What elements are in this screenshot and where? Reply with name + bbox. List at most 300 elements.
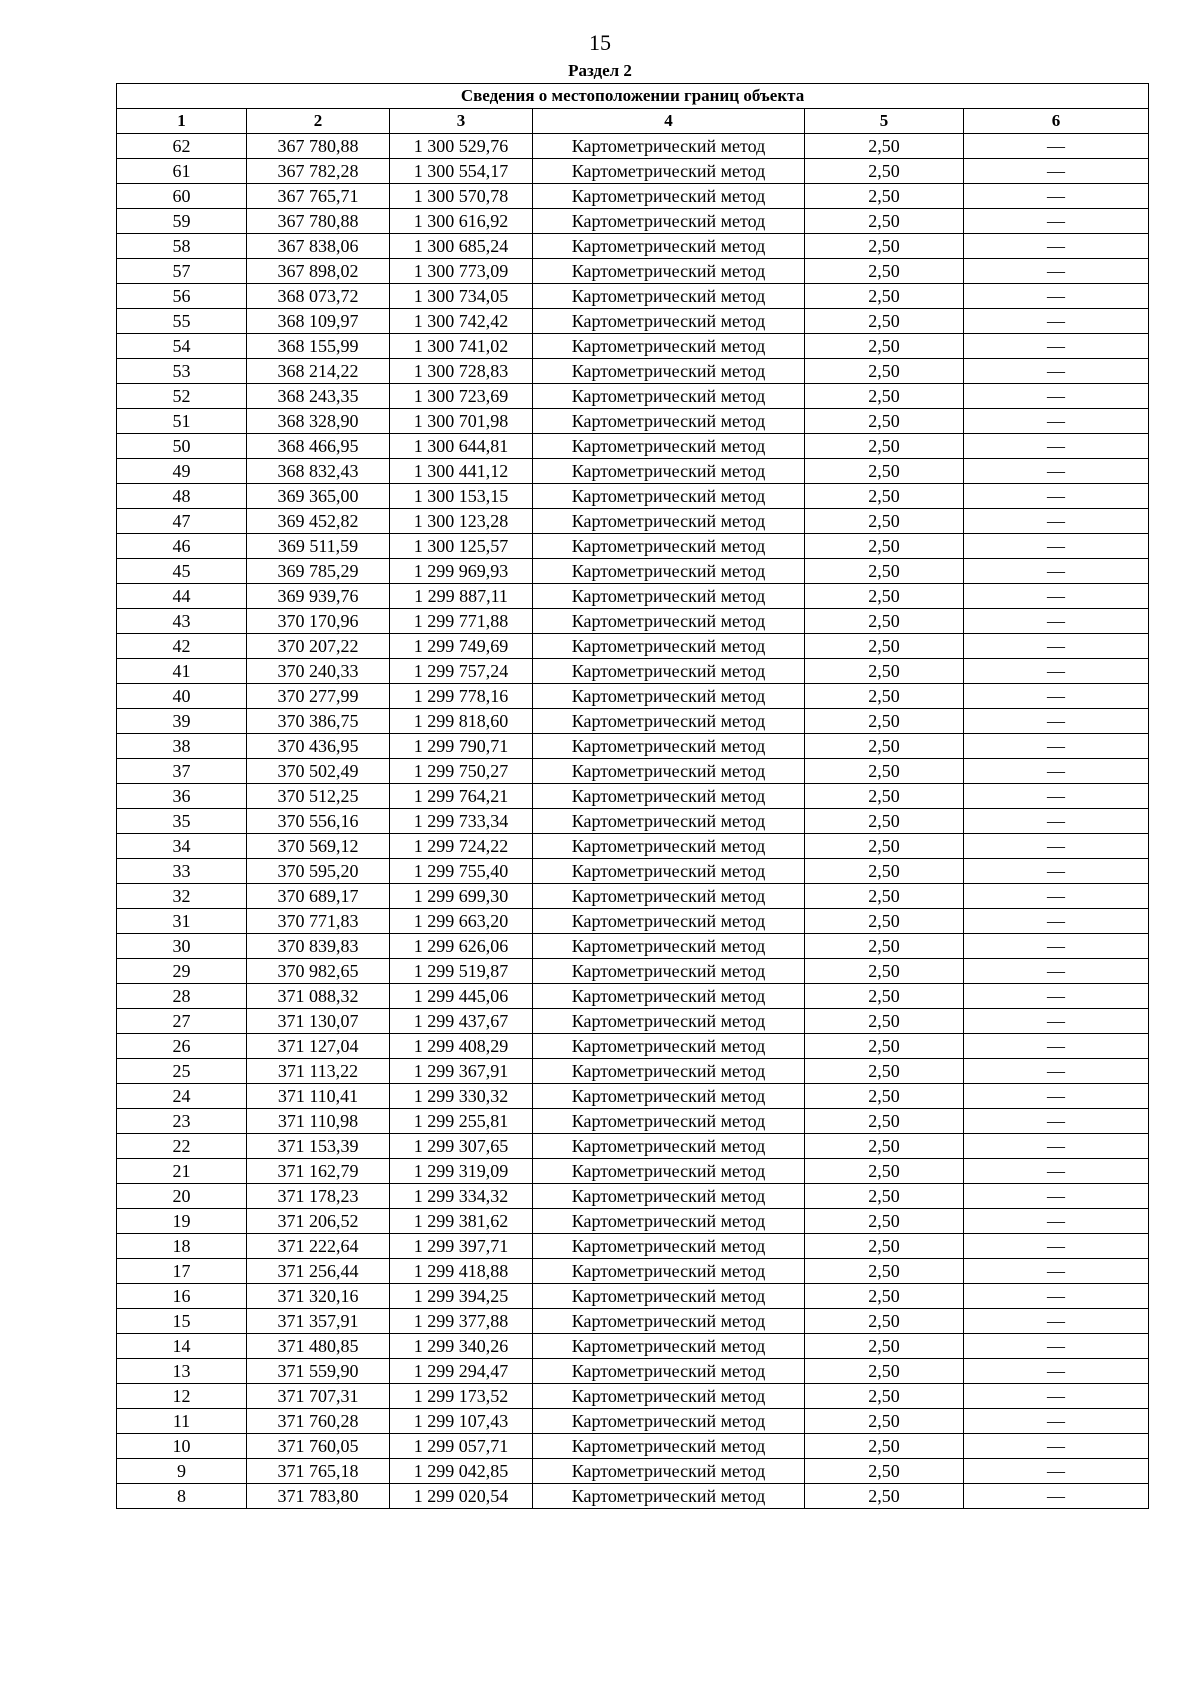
note-cell: — [964, 984, 1149, 1009]
table-row [117, 809, 1149, 834]
point-number-cell: 20 [117, 1184, 247, 1209]
boundary-coordinates-table [116, 83, 1149, 1509]
x-coordinate-cell: 370 436,95 [247, 734, 390, 759]
table-row [117, 1409, 1149, 1434]
table-row [117, 1084, 1149, 1109]
x-coordinate-cell: 371 760,05 [247, 1434, 390, 1459]
accuracy-cell: 2,50 [805, 384, 964, 409]
y-coordinate-cell: 1 299 020,54 [390, 1484, 533, 1509]
x-coordinate-cell: 371 110,98 [247, 1109, 390, 1134]
y-coordinate-cell: 1 299 255,81 [390, 1109, 533, 1134]
note-cell: — [964, 359, 1149, 384]
note-cell: — [964, 209, 1149, 234]
table-row [117, 1159, 1149, 1184]
x-coordinate-cell: 370 556,16 [247, 809, 390, 834]
x-coordinate-cell: 369 785,29 [247, 559, 390, 584]
column-header-2: 2 [247, 109, 390, 134]
note-cell: — [964, 1084, 1149, 1109]
point-number-cell: 15 [117, 1309, 247, 1334]
accuracy-cell: 2,50 [805, 409, 964, 434]
point-number-cell: 29 [117, 959, 247, 984]
x-coordinate-cell: 371 256,44 [247, 1259, 390, 1284]
table-row [117, 884, 1149, 909]
method-cell: Картометрический метод [533, 859, 805, 884]
y-coordinate-cell: 1 299 394,25 [390, 1284, 533, 1309]
accuracy-cell: 2,50 [805, 1159, 964, 1184]
y-coordinate-cell: 1 299 319,09 [390, 1159, 533, 1184]
point-number-cell: 30 [117, 934, 247, 959]
point-number-cell: 60 [117, 184, 247, 209]
x-coordinate-cell: 367 782,28 [247, 159, 390, 184]
accuracy-cell: 2,50 [805, 634, 964, 659]
table-row [117, 509, 1149, 534]
accuracy-cell: 2,50 [805, 134, 964, 159]
accuracy-cell: 2,50 [805, 1284, 964, 1309]
note-cell: — [964, 159, 1149, 184]
accuracy-cell: 2,50 [805, 1334, 964, 1359]
accuracy-cell: 2,50 [805, 809, 964, 834]
x-coordinate-cell: 370 595,20 [247, 859, 390, 884]
point-number-cell: 57 [117, 259, 247, 284]
column-header-3: 3 [390, 109, 533, 134]
point-number-cell: 12 [117, 1384, 247, 1409]
x-coordinate-cell: 371 110,41 [247, 1084, 390, 1109]
point-number-cell: 47 [117, 509, 247, 534]
method-cell: Картометрический метод [533, 1034, 805, 1059]
point-number-cell: 56 [117, 284, 247, 309]
y-coordinate-cell: 1 300 701,98 [390, 409, 533, 434]
table-row [117, 184, 1149, 209]
table-row [117, 1484, 1149, 1509]
y-coordinate-cell: 1 299 334,32 [390, 1184, 533, 1209]
note-cell: — [964, 1184, 1149, 1209]
point-number-cell: 13 [117, 1359, 247, 1384]
x-coordinate-cell: 368 109,97 [247, 309, 390, 334]
method-cell: Картометрический метод [533, 434, 805, 459]
y-coordinate-cell: 1 299 340,26 [390, 1334, 533, 1359]
x-coordinate-cell: 371 178,23 [247, 1184, 390, 1209]
x-coordinate-cell: 371 206,52 [247, 1209, 390, 1234]
x-coordinate-cell: 368 155,99 [247, 334, 390, 359]
x-coordinate-cell: 370 839,83 [247, 934, 390, 959]
accuracy-cell: 2,50 [805, 159, 964, 184]
x-coordinate-cell: 370 982,65 [247, 959, 390, 984]
method-cell: Картометрический метод [533, 459, 805, 484]
method-cell: Картометрический метод [533, 1109, 805, 1134]
note-cell: — [964, 759, 1149, 784]
table-row [117, 484, 1149, 509]
accuracy-cell: 2,50 [805, 659, 964, 684]
method-cell: Картометрический метод [533, 634, 805, 659]
table-row [117, 1434, 1149, 1459]
table-row [117, 134, 1149, 159]
point-number-cell: 43 [117, 609, 247, 634]
x-coordinate-cell: 371 357,91 [247, 1309, 390, 1334]
method-cell: Картометрический метод [533, 334, 805, 359]
note-cell: — [964, 1134, 1149, 1159]
table-row [117, 684, 1149, 709]
note-cell: — [964, 909, 1149, 934]
table-row [117, 634, 1149, 659]
y-coordinate-cell: 1 299 042,85 [390, 1459, 533, 1484]
method-cell: Картометрический метод [533, 1484, 805, 1509]
x-coordinate-cell: 371 320,16 [247, 1284, 390, 1309]
point-number-cell: 62 [117, 134, 247, 159]
x-coordinate-cell: 371 760,28 [247, 1409, 390, 1434]
accuracy-cell: 2,50 [805, 709, 964, 734]
table-row [117, 159, 1149, 184]
point-number-cell: 8 [117, 1484, 247, 1509]
table-row [117, 1334, 1149, 1359]
note-cell: — [964, 259, 1149, 284]
table-row [117, 734, 1149, 759]
table-row [117, 409, 1149, 434]
accuracy-cell: 2,50 [805, 1009, 964, 1034]
y-coordinate-cell: 1 300 741,02 [390, 334, 533, 359]
y-coordinate-cell: 1 299 307,65 [390, 1134, 533, 1159]
point-number-cell: 38 [117, 734, 247, 759]
point-number-cell: 48 [117, 484, 247, 509]
table-row [117, 1209, 1149, 1234]
note-cell: — [964, 809, 1149, 834]
x-coordinate-cell: 370 386,75 [247, 709, 390, 734]
y-coordinate-cell: 1 299 750,27 [390, 759, 533, 784]
table-row [117, 1234, 1149, 1259]
x-coordinate-cell: 370 512,25 [247, 784, 390, 809]
note-cell: — [964, 959, 1149, 984]
y-coordinate-cell: 1 299 330,32 [390, 1084, 533, 1109]
note-cell: — [964, 1259, 1149, 1284]
method-cell: Картометрический метод [533, 584, 805, 609]
point-number-cell: 49 [117, 459, 247, 484]
x-coordinate-cell: 369 511,59 [247, 534, 390, 559]
y-coordinate-cell: 1 300 644,81 [390, 434, 533, 459]
table-row [117, 859, 1149, 884]
point-number-cell: 37 [117, 759, 247, 784]
method-cell: Картометрический метод [533, 1434, 805, 1459]
method-cell: Картометрический метод [533, 159, 805, 184]
point-number-cell: 36 [117, 784, 247, 809]
x-coordinate-cell: 370 170,96 [247, 609, 390, 634]
table-row [117, 384, 1149, 409]
x-coordinate-cell: 368 214,22 [247, 359, 390, 384]
method-cell: Картометрический метод [533, 1334, 805, 1359]
note-cell: — [964, 734, 1149, 759]
x-coordinate-cell: 371 130,07 [247, 1009, 390, 1034]
table-row [117, 959, 1149, 984]
x-coordinate-cell: 368 832,43 [247, 459, 390, 484]
accuracy-cell: 2,50 [805, 259, 964, 284]
y-coordinate-cell: 1 299 418,88 [390, 1259, 533, 1284]
accuracy-cell: 2,50 [805, 1234, 964, 1259]
table-row [117, 709, 1149, 734]
y-coordinate-cell: 1 299 755,40 [390, 859, 533, 884]
y-coordinate-cell: 1 299 663,20 [390, 909, 533, 934]
x-coordinate-cell: 371 162,79 [247, 1159, 390, 1184]
method-cell: Картометрический метод [533, 784, 805, 809]
table-row [117, 459, 1149, 484]
point-number-cell: 32 [117, 884, 247, 909]
accuracy-cell: 2,50 [805, 559, 964, 584]
y-coordinate-cell: 1 300 125,57 [390, 534, 533, 559]
accuracy-cell: 2,50 [805, 484, 964, 509]
x-coordinate-cell: 371 559,90 [247, 1359, 390, 1384]
y-coordinate-cell: 1 299 397,71 [390, 1234, 533, 1259]
y-coordinate-cell: 1 299 057,71 [390, 1434, 533, 1459]
note-cell: — [964, 234, 1149, 259]
point-number-cell: 9 [117, 1459, 247, 1484]
method-cell: Картометрический метод [533, 1009, 805, 1034]
note-cell: — [964, 609, 1149, 634]
table-row [117, 1359, 1149, 1384]
point-number-cell: 28 [117, 984, 247, 1009]
table-row [117, 759, 1149, 784]
x-coordinate-cell: 369 365,00 [247, 484, 390, 509]
note-cell: — [964, 559, 1149, 584]
point-number-cell: 27 [117, 1009, 247, 1034]
note-cell: — [964, 409, 1149, 434]
point-number-cell: 53 [117, 359, 247, 384]
x-coordinate-cell: 370 240,33 [247, 659, 390, 684]
table-row [117, 259, 1149, 284]
x-coordinate-cell: 371 765,18 [247, 1459, 390, 1484]
accuracy-cell: 2,50 [805, 184, 964, 209]
y-coordinate-cell: 1 299 818,60 [390, 709, 533, 734]
point-number-cell: 22 [117, 1134, 247, 1159]
method-cell: Картометрический метод [533, 309, 805, 334]
table-row [117, 1284, 1149, 1309]
x-coordinate-cell: 367 838,06 [247, 234, 390, 259]
method-cell: Картометрический метод [533, 1184, 805, 1209]
accuracy-cell: 2,50 [805, 1184, 964, 1209]
note-cell: — [964, 709, 1149, 734]
accuracy-cell: 2,50 [805, 959, 964, 984]
method-cell: Картометрический метод [533, 184, 805, 209]
point-number-cell: 42 [117, 634, 247, 659]
method-cell: Картометрический метод [533, 959, 805, 984]
y-coordinate-cell: 1 299 437,67 [390, 1009, 533, 1034]
note-cell: — [964, 459, 1149, 484]
accuracy-cell: 2,50 [805, 684, 964, 709]
point-number-cell: 35 [117, 809, 247, 834]
point-number-cell: 41 [117, 659, 247, 684]
table-row [117, 284, 1149, 309]
accuracy-cell: 2,50 [805, 209, 964, 234]
point-number-cell: 58 [117, 234, 247, 259]
note-cell: — [964, 684, 1149, 709]
note-cell: — [964, 1059, 1149, 1084]
table-row [117, 984, 1149, 1009]
method-cell: Картометрический метод [533, 1459, 805, 1484]
accuracy-cell: 2,50 [805, 1484, 964, 1509]
table-row [117, 784, 1149, 809]
accuracy-cell: 2,50 [805, 584, 964, 609]
point-number-cell: 51 [117, 409, 247, 434]
method-cell: Картометрический метод [533, 884, 805, 909]
y-coordinate-cell: 1 299 757,24 [390, 659, 533, 684]
column-header-6: 6 [964, 109, 1149, 134]
accuracy-cell: 2,50 [805, 234, 964, 259]
x-coordinate-cell: 368 243,35 [247, 384, 390, 409]
y-coordinate-cell: 1 299 107,43 [390, 1409, 533, 1434]
accuracy-cell: 2,50 [805, 1084, 964, 1109]
accuracy-cell: 2,50 [805, 359, 964, 384]
method-cell: Картометрический метод [533, 209, 805, 234]
y-coordinate-cell: 1 300 773,09 [390, 259, 533, 284]
y-coordinate-cell: 1 299 377,88 [390, 1309, 533, 1334]
table-row [117, 1034, 1149, 1059]
point-number-cell: 14 [117, 1334, 247, 1359]
method-cell: Картометрический метод [533, 984, 805, 1009]
accuracy-cell: 2,50 [805, 334, 964, 359]
method-cell: Картометрический метод [533, 1384, 805, 1409]
method-cell: Картометрический метод [533, 834, 805, 859]
point-number-cell: 11 [117, 1409, 247, 1434]
method-cell: Картометрический метод [533, 1159, 805, 1184]
accuracy-cell: 2,50 [805, 1209, 964, 1234]
y-coordinate-cell: 1 299 445,06 [390, 984, 533, 1009]
note-cell: — [964, 334, 1149, 359]
point-number-cell: 39 [117, 709, 247, 734]
accuracy-cell: 2,50 [805, 534, 964, 559]
y-coordinate-cell: 1 299 749,69 [390, 634, 533, 659]
table-row [117, 934, 1149, 959]
note-cell: — [964, 484, 1149, 509]
y-coordinate-cell: 1 299 733,34 [390, 809, 533, 834]
section-title: Раздел 2 [568, 61, 632, 80]
method-cell: Картометрический метод [533, 709, 805, 734]
note-cell: — [964, 1009, 1149, 1034]
method-cell: Картометрический метод [533, 1134, 805, 1159]
method-cell: Картометрический метод [533, 1359, 805, 1384]
point-number-cell: 34 [117, 834, 247, 859]
x-coordinate-cell: 368 466,95 [247, 434, 390, 459]
note-cell: — [964, 934, 1149, 959]
x-coordinate-cell: 370 689,17 [247, 884, 390, 909]
note-cell: — [964, 1384, 1149, 1409]
y-coordinate-cell: 1 300 570,78 [390, 184, 533, 209]
accuracy-cell: 2,50 [805, 509, 964, 534]
note-cell: — [964, 1459, 1149, 1484]
column-header-5: 5 [805, 109, 964, 134]
table-row [117, 609, 1149, 634]
y-coordinate-cell: 1 300 616,92 [390, 209, 533, 234]
accuracy-cell: 2,50 [805, 1034, 964, 1059]
y-coordinate-cell: 1 300 734,05 [390, 284, 533, 309]
method-cell: Картометрический метод [533, 559, 805, 584]
x-coordinate-cell: 371 113,22 [247, 1059, 390, 1084]
point-number-cell: 16 [117, 1284, 247, 1309]
table-row [117, 1184, 1149, 1209]
x-coordinate-cell: 370 207,22 [247, 634, 390, 659]
x-coordinate-cell: 371 783,80 [247, 1484, 390, 1509]
y-coordinate-cell: 1 299 381,62 [390, 1209, 533, 1234]
page-number: 15 [589, 30, 611, 55]
point-number-cell: 10 [117, 1434, 247, 1459]
accuracy-cell: 2,50 [805, 459, 964, 484]
note-cell: — [964, 659, 1149, 684]
method-cell: Картометрический метод [533, 659, 805, 684]
y-coordinate-cell: 1 300 153,15 [390, 484, 533, 509]
column-header-4: 4 [533, 109, 805, 134]
x-coordinate-cell: 371 088,32 [247, 984, 390, 1009]
accuracy-cell: 2,50 [805, 859, 964, 884]
table-row [117, 1059, 1149, 1084]
table-row [117, 309, 1149, 334]
method-cell: Картометрический метод [533, 1259, 805, 1284]
x-coordinate-cell: 370 569,12 [247, 834, 390, 859]
method-cell: Картометрический метод [533, 609, 805, 634]
table-row [117, 1009, 1149, 1034]
method-cell: Картометрический метод [533, 509, 805, 534]
accuracy-cell: 2,50 [805, 1409, 964, 1434]
x-coordinate-cell: 370 277,99 [247, 684, 390, 709]
table-header-row [117, 109, 1149, 134]
point-number-cell: 21 [117, 1159, 247, 1184]
note-cell: — [964, 1109, 1149, 1134]
table-row [117, 834, 1149, 859]
accuracy-cell: 2,50 [805, 284, 964, 309]
method-cell: Картометрический метод [533, 234, 805, 259]
method-cell: Картометрический метод [533, 1084, 805, 1109]
x-coordinate-cell: 369 939,76 [247, 584, 390, 609]
y-coordinate-cell: 1 300 529,76 [390, 134, 533, 159]
column-header-1: 1 [117, 109, 247, 134]
method-cell: Картометрический метод [533, 759, 805, 784]
x-coordinate-cell: 368 328,90 [247, 409, 390, 434]
accuracy-cell: 2,50 [805, 1309, 964, 1334]
y-coordinate-cell: 1 299 771,88 [390, 609, 533, 634]
accuracy-cell: 2,50 [805, 759, 964, 784]
method-cell: Картометрический метод [533, 684, 805, 709]
accuracy-cell: 2,50 [805, 1259, 964, 1284]
point-number-cell: 31 [117, 909, 247, 934]
accuracy-cell: 2,50 [805, 1384, 964, 1409]
method-cell: Картометрический метод [533, 284, 805, 309]
accuracy-cell: 2,50 [805, 609, 964, 634]
accuracy-cell: 2,50 [805, 1434, 964, 1459]
x-coordinate-cell: 371 480,85 [247, 1334, 390, 1359]
note-cell: — [964, 309, 1149, 334]
y-coordinate-cell: 1 300 728,83 [390, 359, 533, 384]
x-coordinate-cell: 367 780,88 [247, 209, 390, 234]
method-cell: Картометрический метод [533, 484, 805, 509]
note-cell: — [964, 184, 1149, 209]
table-row [117, 1109, 1149, 1134]
point-number-cell: 23 [117, 1109, 247, 1134]
y-coordinate-cell: 1 300 723,69 [390, 384, 533, 409]
table-row [117, 209, 1149, 234]
y-coordinate-cell: 1 299 790,71 [390, 734, 533, 759]
method-cell: Картометрический метод [533, 1059, 805, 1084]
point-number-cell: 52 [117, 384, 247, 409]
x-coordinate-cell: 371 153,39 [247, 1134, 390, 1159]
note-cell: — [964, 1284, 1149, 1309]
accuracy-cell: 2,50 [805, 934, 964, 959]
accuracy-cell: 2,50 [805, 909, 964, 934]
method-cell: Картометрический метод [533, 409, 805, 434]
y-coordinate-cell: 1 299 173,52 [390, 1384, 533, 1409]
y-coordinate-cell: 1 299 367,91 [390, 1059, 533, 1084]
x-coordinate-cell: 368 073,72 [247, 284, 390, 309]
point-number-cell: 55 [117, 309, 247, 334]
table-row [117, 234, 1149, 259]
table-row [117, 584, 1149, 609]
point-number-cell: 26 [117, 1034, 247, 1059]
note-cell: — [964, 1359, 1149, 1384]
method-cell: Картометрический метод [533, 259, 805, 284]
method-cell: Картометрический метод [533, 934, 805, 959]
